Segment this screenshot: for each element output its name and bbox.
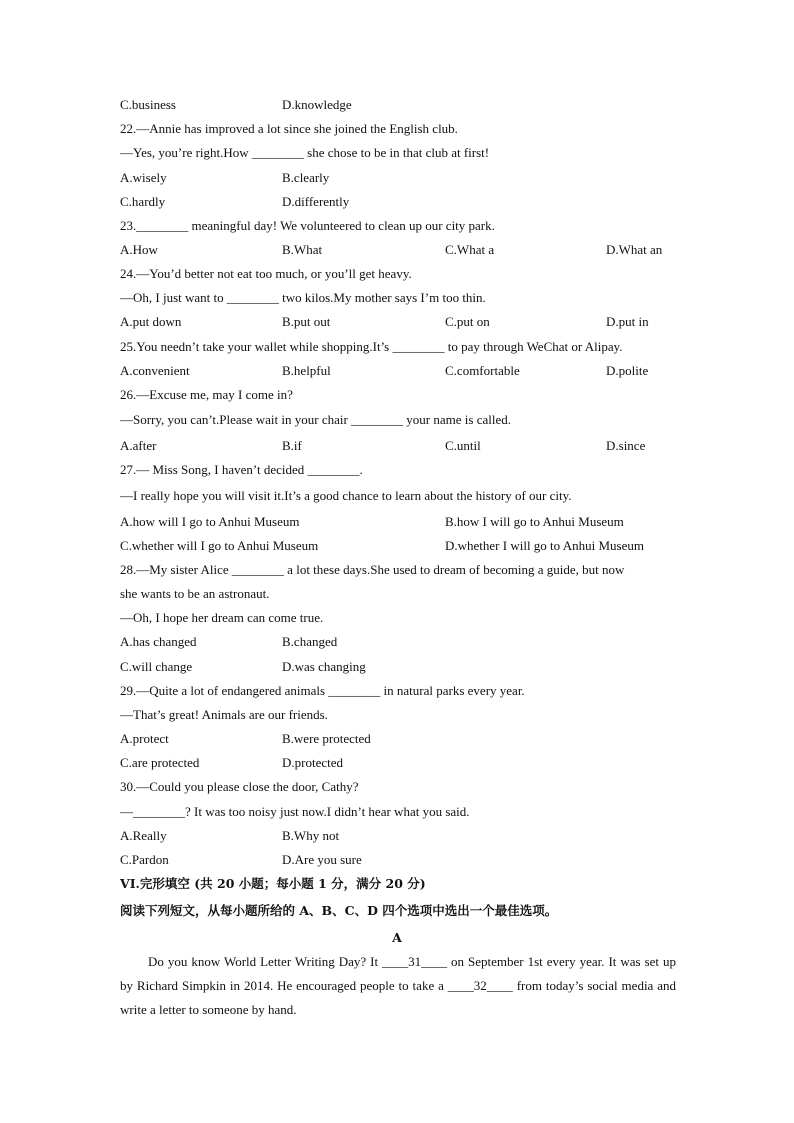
question-line: A.convenient — [120, 363, 190, 378]
question-line: 23.________ meaningful day! We volunteered to clean up our city park. — [120, 218, 495, 233]
option-text: B.clearly — [282, 170, 330, 185]
question-line: A.wisely — [120, 170, 167, 185]
passage-paragraph: Do you know World Letter Writing Day? It ____31____ on September 1st every year. It was set up by Richard Simpkin in 2014. He encouraged people to take a ____32____ from today’s social media and write a letter to someone by hand. — [120, 954, 676, 1017]
question-line: A.Really — [120, 828, 167, 843]
option-text: B.if — [282, 438, 302, 453]
option-text: C.until — [445, 438, 481, 453]
question-line: C.will change — [120, 659, 193, 674]
question-line: —________? It was too noisy just now.I didn’t hear what you said. — [120, 804, 470, 819]
question-line: 26.—Excuse me, may I come in? — [120, 387, 293, 402]
question-line: A.protect — [120, 731, 169, 746]
question-line: C.hardly — [120, 194, 166, 209]
question-line: 29.—Quite a lot of endangered animals ________ in natural parks every year. — [120, 683, 525, 698]
option-text: D.Are you sure — [282, 852, 362, 867]
question-line: A.how will I go to Anhui Museum — [120, 514, 300, 529]
question-line: C.are protected — [120, 755, 200, 770]
question-line: —That’s great! Animals are our friends. — [120, 707, 328, 722]
option-text: B.Why not — [282, 828, 340, 843]
option-text: D.put in — [606, 314, 649, 329]
option-text: B.how I will go to Anhui Museum — [445, 514, 624, 529]
question-line: —I really hope you will visit it.It’s a good chance to learn about the history of our city. — [120, 488, 572, 503]
question-line: 25.You needn’t take your wallet while shopping.It’s ________ to pay through WeChat or Alipay. — [120, 339, 623, 354]
question-line: —Oh, I hope her dream can come true. — [120, 610, 324, 625]
question-line: —Sorry, you can’t.Please wait in your chair ________ your name is called. — [120, 412, 511, 427]
question-line: 28.—My sister Alice ________ a lot these days.She used to dream of becoming a guide, but now — [120, 562, 625, 577]
option-text: D.differently — [282, 194, 350, 209]
option-text: C.What a — [445, 242, 495, 257]
option-text: B.put out — [282, 314, 331, 329]
question-line: A.How — [120, 242, 158, 257]
question-line: C.business — [120, 97, 176, 112]
question-line: she wants to be an astronaut. — [120, 586, 270, 601]
section-instruction: 阅读下列短文，从每小题所给的 A、B、C、D 四个选项中选出一个最佳选项。 — [120, 903, 558, 918]
option-text: B.were protected — [282, 731, 371, 746]
question-line: 30.—Could you please close the door, Cathy? — [120, 779, 359, 794]
option-text: B.What — [282, 242, 323, 257]
option-text: D.whether I will go to Anhui Museum — [445, 538, 644, 553]
question-line: A.after — [120, 438, 157, 453]
section-title: VI.完形填空 (共 20 小题；每小题 1 分，满分 20 分) — [120, 876, 426, 891]
option-text: D.was changing — [282, 659, 366, 674]
option-text: D.protected — [282, 755, 344, 770]
question-line: 24.—You’d better not eat too much, or you’ll get heavy. — [120, 266, 412, 281]
option-text: B.helpful — [282, 363, 331, 378]
passage-label: A — [392, 930, 402, 945]
question-line: —Yes, you’re right.How ________ she chose to be in that club at first! — [120, 145, 490, 160]
question-line: 27.— Miss Song, I haven’t decided ________. — [120, 462, 363, 477]
question-line: A.has changed — [120, 634, 197, 649]
option-text: D.What an — [606, 242, 663, 257]
option-text: D.knowledge — [282, 97, 352, 112]
option-text: D.since — [606, 438, 646, 453]
question-line: —Oh, I just want to ________ two kilos.My mother says I’m too thin. — [120, 290, 486, 305]
option-text: D.polite — [606, 363, 649, 378]
option-text: C.put on — [445, 314, 490, 329]
option-text: B.changed — [282, 634, 338, 649]
question-line: C.Pardon — [120, 852, 169, 867]
question-line: 22.—Annie has improved a lot since she joined the English club. — [120, 121, 458, 136]
question-line: C.whether will I go to Anhui Museum — [120, 538, 319, 553]
question-line: A.put down — [120, 314, 182, 329]
option-text: C.comfortable — [445, 363, 520, 378]
